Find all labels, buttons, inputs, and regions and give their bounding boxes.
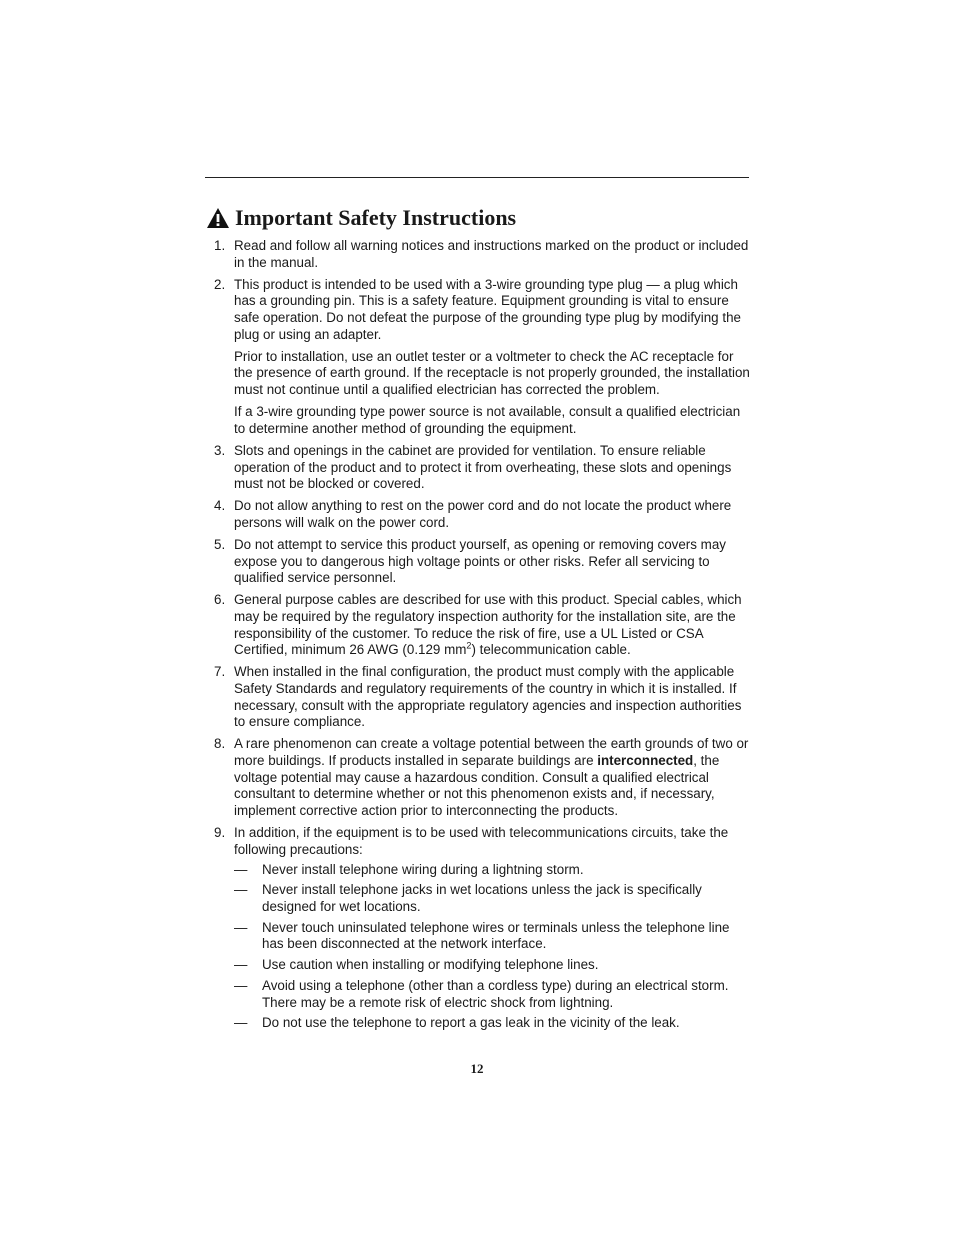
safety-list xyxy=(206,238,754,1042)
page-title xyxy=(206,204,516,232)
bold-term: interconnected xyxy=(597,752,694,768)
item-number: 3. xyxy=(214,442,226,458)
item-number: 7. xyxy=(214,664,226,680)
item-text: When installed in the final configuration, the product must comply with the applicable Safety Standards and regulatory requirements of the country in which it is installed. If necessary, consult with the appropriate regulatory agencies and inspection authorities to ensure compliance. xyxy=(234,664,742,730)
item-text: This product is intended to be used with a 3-wire grounding type plug — a plug which has a grounding pin. This is a safety feature. Equipment grounding is vital to ensure safe operation. Do not defeat the purpose of the grounding type plug by modifying the plug or using an adapter. xyxy=(234,276,741,342)
warning-triangle-icon xyxy=(206,207,230,229)
dash-bullet: — xyxy=(234,1015,248,1031)
precaution-item xyxy=(234,1015,754,1032)
item-text-part: ) telecommunication cable. xyxy=(471,642,631,658)
list-item xyxy=(206,443,754,493)
item-text: Read and follow all warning notices and instructions marked on the product or included in the manual. xyxy=(234,238,749,270)
item-text xyxy=(234,592,754,658)
precaution-text: Never install telephone jacks in wet locations unless the jack is specifically designed for wet locations. xyxy=(262,882,702,914)
dash-bullet: — xyxy=(234,977,248,993)
list-item xyxy=(206,498,754,531)
precaution-item xyxy=(234,862,754,879)
list-item xyxy=(206,736,754,819)
item-text: If a 3-wire grounding type power source is not available, consult a qualified electrician to determine another method of grounding the equipment. xyxy=(234,404,741,436)
list-item xyxy=(206,277,754,438)
page-number: 12 xyxy=(470,1061,484,1076)
precaution-item xyxy=(234,920,754,953)
item-text-part: A rare phenomenon can create a voltage potential between the earth grounds of two or more buildings. If products installed in separate buildings are xyxy=(234,736,749,768)
dash-bullet: — xyxy=(234,882,248,898)
precaution-text: Never install telephone wiring during a lightning storm. xyxy=(262,861,584,877)
precaution-text: Avoid using a telephone (other than a cordless type) during an electrical storm. There may be a remote risk of electric shock from lightning. xyxy=(262,977,729,1010)
dash-bullet: — xyxy=(234,861,248,877)
precaution-text: Do not use the telephone to report a gas leak in the vicinity of the leak. xyxy=(262,1015,680,1031)
header-rule xyxy=(205,177,749,178)
precaution-item xyxy=(234,882,754,915)
item-text xyxy=(234,736,754,819)
dash-bullet: — xyxy=(234,919,248,935)
precaution-item xyxy=(234,978,754,1011)
page-title-text: Important Safety Instructions xyxy=(235,205,517,230)
item-text-part: General purpose cables are described for use with this product. Special cables, which may be required by the regulatory inspection authority for the installation site, are the responsibility of the customer. To reduce the risk of fire, use a UL Listed or CSA Certified, minimum 26 AWG (0.129 mm xyxy=(234,592,742,658)
list-item xyxy=(206,825,754,1036)
item-number: 5. xyxy=(214,537,226,553)
precaution-text: Use caution when installing or modifying telephone lines. xyxy=(262,957,599,973)
item-number: 1. xyxy=(214,238,226,253)
list-item xyxy=(206,238,754,271)
dash-bullet: — xyxy=(234,957,248,973)
item-number: 9. xyxy=(214,824,226,840)
precaution-text: Never touch uninsulated telephone wires or terminals unless the telephone line has been disconnected at the network interface. xyxy=(262,919,730,952)
list-item xyxy=(206,537,754,587)
item-number: 6. xyxy=(214,592,226,608)
precautions-list xyxy=(234,862,754,1032)
superscript: 2 xyxy=(466,640,472,651)
precaution-item xyxy=(234,957,754,974)
item-text: Prior to installation, use an outlet tester or a voltmeter to check the AC receptacle for the presence of earth ground. If the receptacle is not properly grounded, the installation must not continue until a qualified electrician has corrected the problem. xyxy=(234,348,750,397)
list-item xyxy=(206,592,754,658)
item-text: Do not attempt to service this product yourself, as opening or removing covers may expose you to dangerous high voltage points or other risks. Refer all servicing to qualified service personnel. xyxy=(234,537,726,586)
item-text-part: , the voltage potential may cause a hazardous condition. Consult a qualified electrical consultant to determine whether or not this phenomenon exists and, if necessary, implement corrective action prior to interconnecting the products. xyxy=(234,752,720,818)
item-number: 4. xyxy=(214,498,226,514)
item-number: 2. xyxy=(214,276,226,292)
item-text: Do not allow anything to rest on the power cord and do not locate the product where persons will walk on the power cord. xyxy=(234,498,732,530)
item-text: In addition, if the equipment is to be used with telecommunications circuits, take the following precautions: xyxy=(234,824,729,857)
item-number: 8. xyxy=(214,736,226,752)
item-text: Slots and openings in the cabinet are provided for ventilation. To ensure reliable operation of the product and to protect it from overheating, these slots and openings must not be blocked or covered. xyxy=(234,442,732,492)
list-item xyxy=(206,664,754,730)
